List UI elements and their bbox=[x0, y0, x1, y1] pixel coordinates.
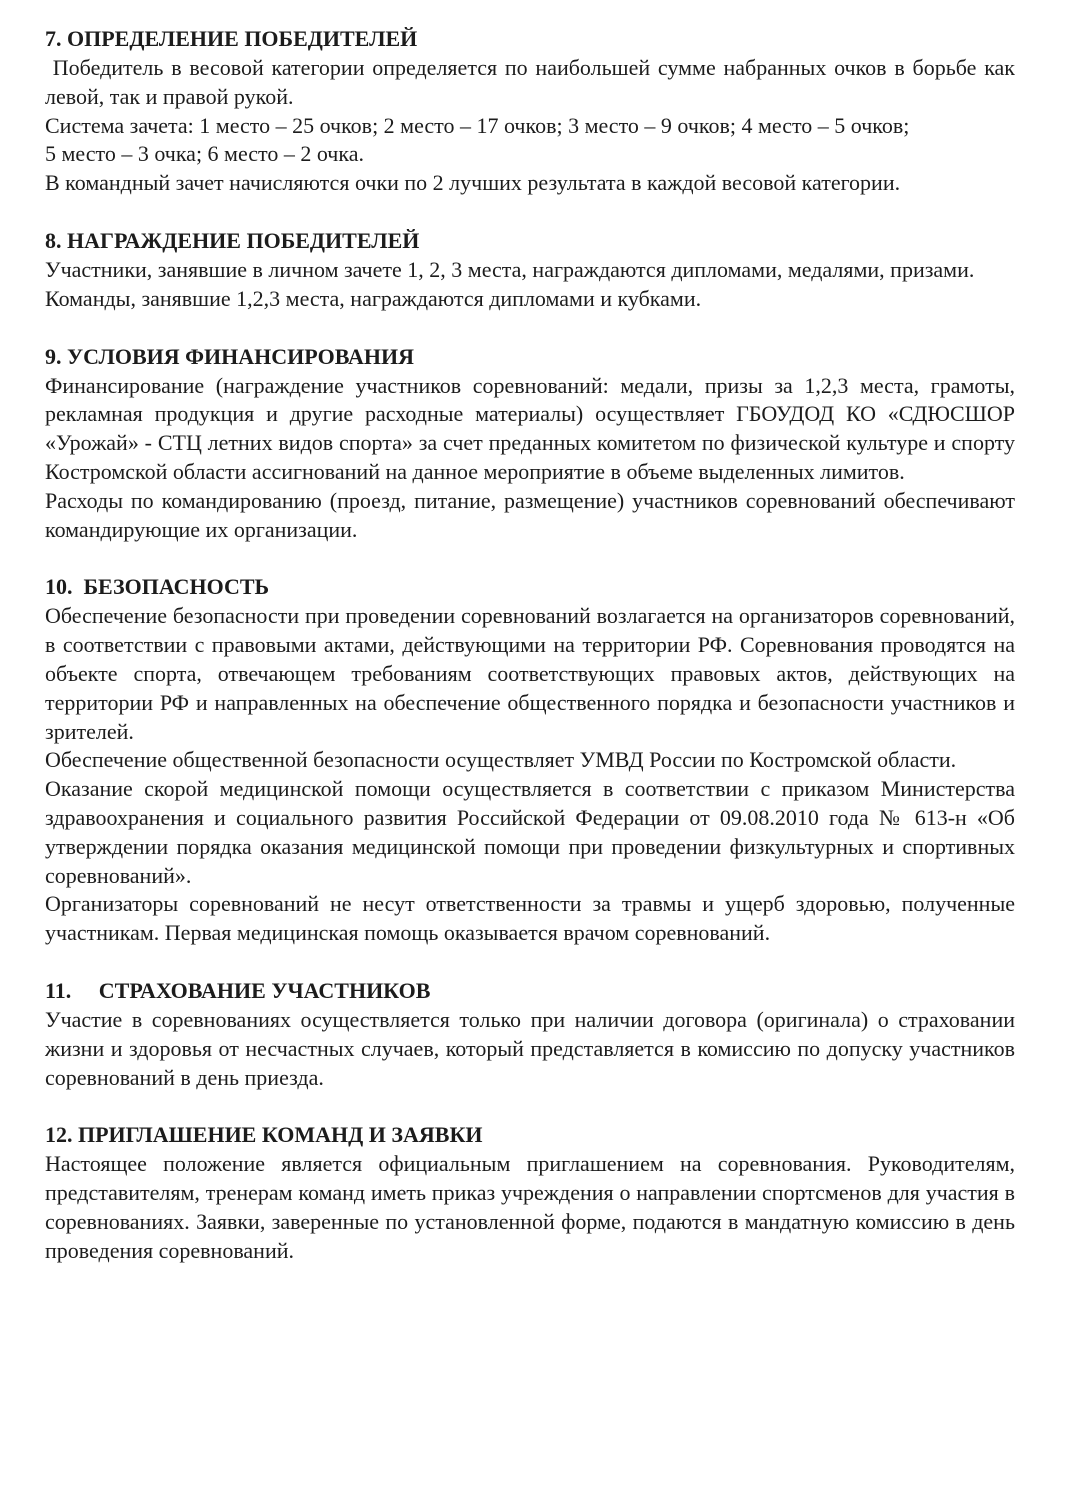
paragraph: Настоящее положение является официальным приглашением на соревнования. Руководителям, представителям, тренерам команд иметь приказ учреждения о направлении спортсменов для участия в соревнованиях. Заявки, заверенные по установленной форме, подаются в мандатную комиссию в день проведения соревнований. bbox=[45, 1151, 1015, 1263]
paragraph: Организаторы соревнований не несут ответственности за травмы и ущерб здоровью, полученные участникам. Первая медицинская помощь оказывается врачом соревнований. bbox=[45, 891, 1015, 946]
paragraph: 5 место – 3 очка; 6 место – 2 очка. bbox=[45, 141, 364, 167]
section-heading: 8. НАГРАЖДЕНИЕ ПОБЕДИТЕЛЕЙ bbox=[45, 227, 420, 253]
section-insurance bbox=[45, 976, 1015, 1092]
section-awards bbox=[45, 226, 1015, 314]
section-winners bbox=[45, 24, 1021, 198]
paragraph: Обеспечение общественной безопасности осуществляет УМВД России по Костромской области. bbox=[45, 747, 957, 773]
paragraph: Система зачета: 1 место – 25 очков; 2 место – 17 очков; 3 место – 9 очков; 4 место – 5 очков; bbox=[45, 112, 910, 138]
paragraph: Обеспечение безопасности при проведении соревнований возлагается на организаторов соревнований, в соответствии с правовыми актами, действующими на территории РФ. Соревнования проводятся на объекте спорта, отвечающем требованиям соответствующих правовых актов, действующих на территории РФ и направленных на обеспечение общественного порядка и безопасности участников и зрителей. bbox=[45, 603, 1015, 744]
section-heading: 10. БЕЗОПАСНОСТЬ bbox=[45, 574, 270, 600]
paragraph: В командный зачет начисляются очки по 2 лучших результата в каждой весовой категории. bbox=[45, 170, 901, 196]
paragraph: Оказание скорой медицинской помощи осуществляется в соответствии с приказом Министерства здравоохранения и социального развития Российской Федерации от 09.08.2010 года № 613-н «Об утверждении порядка оказания медицинской помощи при проведении физкультурных и спортивных соревнований». bbox=[45, 776, 1015, 888]
paragraph: Участие в соревнованиях осуществляется только при наличии договора (оригинала) о страховании жизни и здоровья от несчастных случаев, который представляется в комиссию по допуску участников соревнований в день приезда. bbox=[45, 1006, 1015, 1090]
section-heading: 11. СТРАХОВАНИЕ УЧАСТНИКОВ bbox=[45, 977, 431, 1003]
paragraph: Расходы по командированию (проезд, питание, размещение) участников соревнований обеспечивают командирующие их организации. bbox=[45, 487, 1015, 542]
section-heading: 12. ПРИГЛАШЕНИЕ КОМАНД И ЗАЯВКИ bbox=[45, 1122, 483, 1148]
section-invitation bbox=[45, 1120, 1015, 1265]
section-heading: 7. ОПРЕДЕЛЕНИЕ ПОБЕДИТЕЛЕЙ bbox=[45, 26, 418, 51]
paragraph: Финансирование (награждение участников соревнований: медали, призы за 1,2,3 места, грамоты, рекламная продукция и другие расходные материалы) осуществляет ГБОУДОД КО «СДЮСШОР «Урожай» - СТЦ летних видов спорта» за счет преданных комитетом по физической культуре и спорту Костромской области ассигнований на данное мероприятие в объеме выделенных лимитов. bbox=[45, 372, 1015, 484]
section-heading: 9. УСЛОВИЯ ФИНАНСИРОВАНИЯ bbox=[45, 343, 414, 369]
document-page bbox=[45, 24, 1021, 1294]
paragraph: Команды, занявшие 1,2,3 места, награждаются дипломами и кубками. bbox=[45, 285, 702, 311]
section-financing bbox=[45, 342, 1015, 545]
paragraph: Победитель в весовой категории определяется по наибольшей сумме набранных очков в борьбе как левой, так и правой рукой. bbox=[45, 55, 1021, 109]
section-safety bbox=[45, 572, 1015, 948]
paragraph: Участники, занявшие в личном зачете 1, 2, 3 места, награждаются дипломами, медалями, призами. bbox=[45, 256, 975, 282]
